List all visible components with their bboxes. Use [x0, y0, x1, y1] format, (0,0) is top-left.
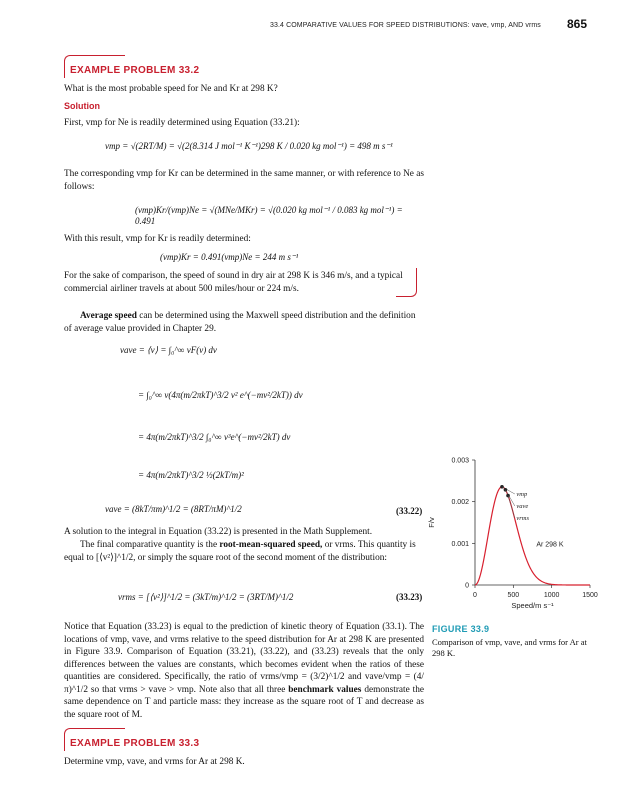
- marker-vmp: [500, 485, 504, 489]
- equation-vrms: vrms = [⟨v²⟩]^1/2 = (3kT/m)^1/2 = (3RT/M)^1/2: [118, 592, 294, 602]
- running-head: 33.4 COMPARATIVE VALUES FOR SPEED DISTRIBUTIONS: vave, vmp, AND vrms: [270, 22, 541, 29]
- term-average-speed: Average speed: [80, 311, 137, 321]
- solution-label: Solution: [64, 101, 100, 111]
- y-tick-label: 0: [465, 582, 469, 590]
- paragraph-comparison: [64, 621, 424, 721]
- x-axis-label: Speed/m s⁻¹: [511, 601, 554, 610]
- y-axis-label: F/v: [427, 517, 436, 528]
- example-heading: EXAMPLE PROBLEM 33.2: [70, 65, 200, 76]
- equation-vave-2: = ∫₀^∞ v(4π(m/2πkT)^3/2 v² e^(−mv²/2kT)) dv: [138, 390, 303, 400]
- speed-distribution-chart: [425, 450, 600, 620]
- figure-caption: Comparison of vmp, vave, and vrms for Ar at 298 K.: [432, 637, 587, 658]
- equation-vave-1: vave = ⟨v⟩ = ∫₀^∞ vF(v) dv: [120, 345, 217, 355]
- label-vrms: vrms: [516, 515, 530, 522]
- x-tick-label: 1500: [582, 592, 598, 599]
- y-tick-label: 0.003: [451, 457, 469, 465]
- equation-number-22: (33.22): [396, 506, 423, 516]
- equation-vmp-kr: (vmp)Kr = 0.491(vmp)Ne = 244 m s⁻¹: [160, 252, 299, 262]
- term-benchmark-values: benchmark values: [288, 684, 362, 695]
- paragraph-average-speed: [64, 310, 424, 335]
- page-number: 865: [567, 17, 588, 31]
- y-tick-label: 0.002: [451, 499, 469, 507]
- x-tick-label: 0: [473, 592, 477, 599]
- equation-vmp-ne: vmp = √(2RT/M) = √(2(8.314 J mol⁻¹ K⁻¹)298 K / 0.020 kg mol⁻¹) = 498 m s⁻¹: [105, 141, 393, 151]
- equation-number-23: (33.23): [396, 592, 423, 602]
- label-vave: vave: [516, 503, 529, 510]
- example-question: What is the most probable speed for Ne and Kr at 298 K?: [64, 84, 278, 94]
- distribution-curve: [475, 487, 590, 585]
- example-question-2: Determine vmp, vave, and vrms for Ar at 298 K.: [64, 757, 245, 767]
- series-label: Ar 298 K: [536, 541, 564, 549]
- equation-vave-3: = 4π(m/2πkT)^3/2 ∫₀^∞ v³e^(−mv²/2kT) dv: [138, 432, 291, 442]
- solution-line-1: First, vmp for Ne is readily determined using Equation (33.21):: [64, 118, 300, 128]
- example-heading-2: EXAMPLE PROBLEM 33.3: [70, 738, 200, 749]
- label-vmp: vmp: [516, 491, 528, 498]
- paragraph-comparison-end: demonstrate the same dependence on T and particle mass: they increase as the square root of T and decrease as the square root of M.: [64, 684, 425, 720]
- paragraph-rms-text-b: or vrms. This quantity is equal to [⟨v²⟩]^1/2, or simply the square root of the second moment of the distribution:: [64, 540, 416, 563]
- y-tick-label: 0.001: [451, 540, 469, 548]
- x-tick-label: 1000: [543, 592, 560, 599]
- solution-line-3: With this result, vmp for Kr is readily determined:: [64, 234, 251, 244]
- solution-line-4: For the sake of comparison, the speed of sound in dry air at 298 K is 346 m/s, and a typical commercial airliner travels at about 500 miles/hour or 224 m/s.: [64, 271, 403, 294]
- figure-title: FIGURE 33.9: [432, 624, 490, 634]
- marker-vave: [504, 488, 508, 492]
- equation-vave-4: = 4π(m/2πkT)^3/2 ½(2kT/m)²: [138, 470, 244, 480]
- paragraph-average-speed-text: can be determined using the Maxwell speed distribution and the definition of average value provided in Chapter 29.: [64, 311, 416, 334]
- equation-vave-result: vave = (8kT/πm)^1/2 = (8RT/πM)^1/2: [105, 504, 242, 514]
- term-rms-speed: root-mean-squared speed,: [219, 540, 323, 550]
- leader-vrms: [508, 496, 515, 518]
- example-bracket-bottom: [396, 268, 417, 297]
- equation-ratio: (vmp)Kr/(vmp)Ne = √(MNe/MKr) = √(0.020 kg mol⁻¹ / 0.083 kg mol⁻¹) = 0.491: [135, 205, 403, 226]
- x-tick-label: 500: [507, 592, 520, 599]
- paragraph-comparison-text: Notice that Equation (33.23) is equal to the prediction of kinetic theory of Equation (33.1). The locations of vmp, vave, and vrms relative to the speed distribution for Ar at 298 K are presented in Figure 33.9. Comparison of Equation (33.21), (33.22), and (33.23) reveals that the only differences between the values are constants, which becomes evident when the ratios of these quantities are considered. Specifically, the ratio of vrms/vmp = (3/2)^1/2 and vave/vmp = (4/π)^1/2 so that vrms > vave > vmp. Note also that all three: [64, 622, 424, 695]
- solution-line-2: The corresponding vmp for Kr can be determined in the same manner, or with reference to Ne as follows:: [64, 169, 424, 192]
- paragraph-rms: [64, 539, 424, 564]
- paragraph-math-supplement: A solution to the integral in Equation (33.22) is presented in the Math Supplement.: [64, 527, 373, 537]
- paragraph-rms-text-a: The final comparative quantity is the: [80, 540, 218, 550]
